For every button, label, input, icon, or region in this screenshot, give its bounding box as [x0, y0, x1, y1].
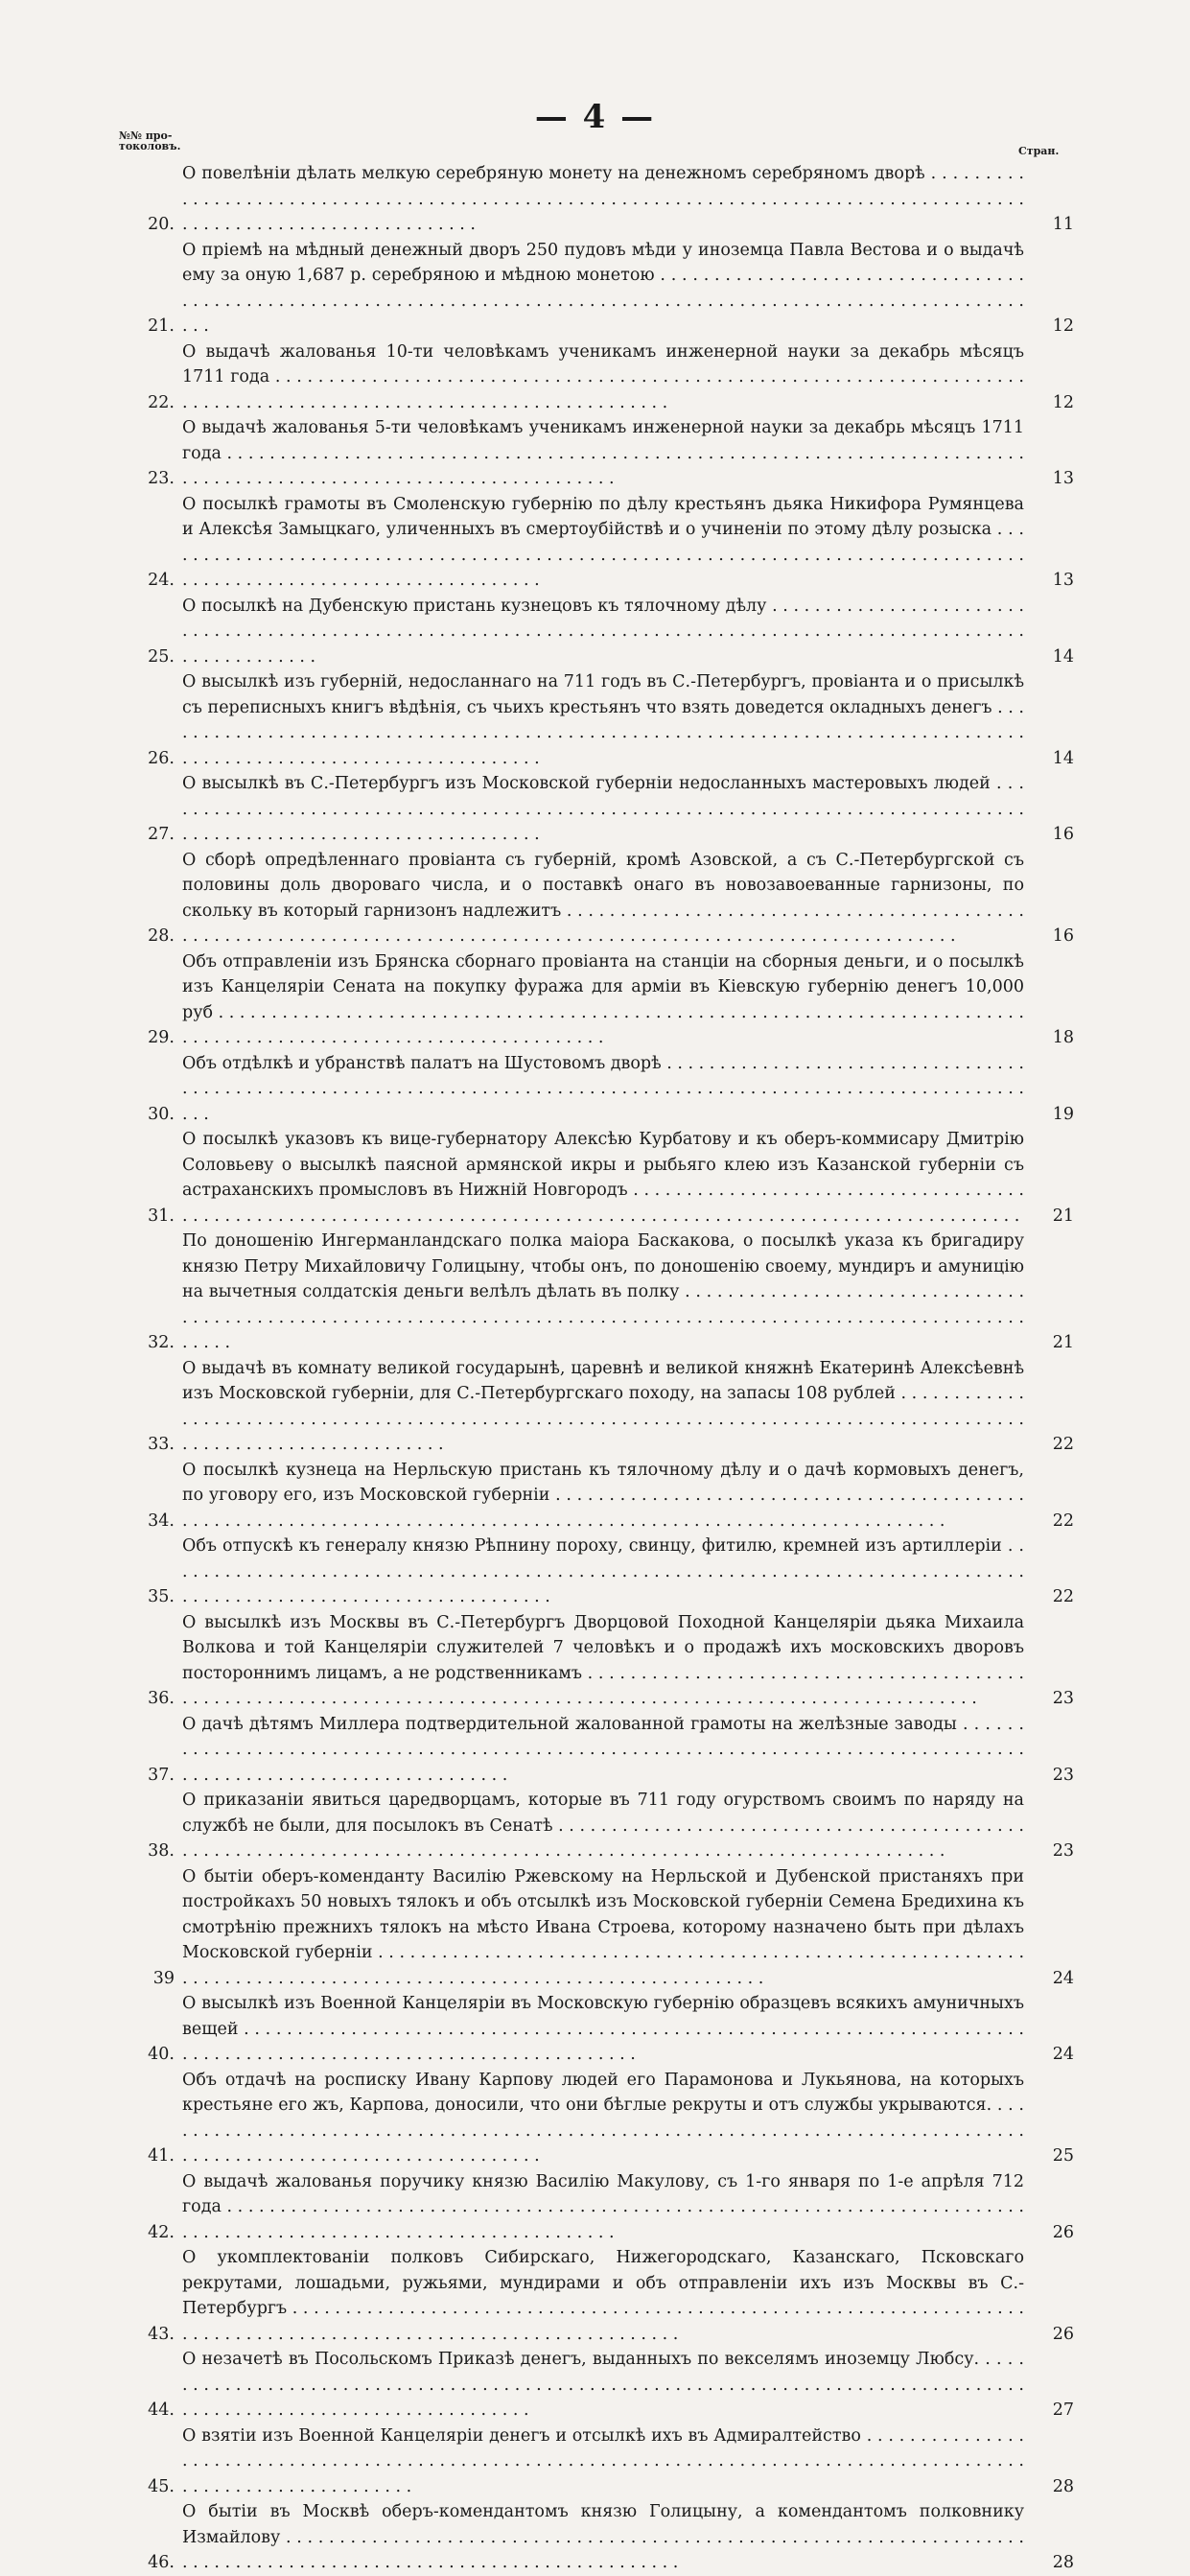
entry-title-text: По доношенію Ингерманландскаго полка маіора Баскакова, о посылкѣ указа къ бригадиру князю Петру Михайловичу Голицыну, чтобы онъ, по доношенію своему, мундиръ и амуницію на вычетныя солдатскія деньги велѣлъ дѣлать въ полку . . . [182, 1229, 1024, 1356]
page-reference: 13 [1052, 469, 1074, 488]
page-reference: 22 [1052, 1587, 1074, 1606]
protocol-number: 36. [148, 1689, 175, 1708]
toc-entry [132, 771, 1074, 848]
entry-title-text: Объ отдачѣ на росписку Ивану Карпову людей его Парамонова и Лукьянова, на которыхъ крестьяне его жъ, Карпова, доносили, что они бѣглые рекруты и отъ службы укрываются. . . . [182, 2068, 1024, 2169]
toc-entry [132, 669, 1074, 771]
toc-entry [132, 161, 1074, 238]
entry-title-text: О незачетѣ въ Посольскомъ Приказѣ денегъ, выданныхъ по векселямъ иноземцу Любсу. . . . [182, 2347, 1024, 2424]
entry-title [182, 1458, 1024, 1534]
toc-entry [132, 1712, 1074, 1789]
entry-title-text: О высылкѣ изъ Москвы въ С.-Петербургъ Дворцовой Походной Канцеляріи дьяка Михаила Волкова и той Канцеляріи служителей 7 человѣкъ и о продажѣ ихъ московскихъ дворовъ постороннимъ лицамъ, а не родственникамъ . . . [182, 1610, 1024, 1712]
entry-title-text: Объ отправленіи изъ Брянска сборнаго провіанта на станціи на сборныя деньги, и о посылкѣ изъ Канцеляріи Сената на покупку фуража для арміи въ Кіевскую губернію денегъ 10,000 руб . . . [182, 949, 1024, 1051]
protocol-number: 32. [148, 1333, 175, 1352]
entry-title-text: О бытіи оберъ-коменданту Василію Ржевскому на Нерльской и Дубенской пристаняхъ при постройкахъ 50 новыхъ тялокъ и объ отсылкѣ изъ Московской губерніи Семена Бредихина къ смотрѣнію прежнихъ тялокъ на мѣсто Ивана Строева, которому назначено быть при дѣлахъ Московской губерніи . . . [182, 1864, 1024, 1992]
entry-title-text: О посылкѣ грамоты въ Смоленскую губернію по дѣлу крестьянъ дьяка Никифора Румянцева и Алексѣя Замыцкаго, уличенныхъ въ смертоубійствѣ и о учиненіи по этому дѣлу розыска . . . [182, 492, 1024, 594]
page-reference: 24 [1052, 2045, 1074, 2064]
page-reference: 14 [1052, 646, 1074, 667]
protocol-number: 20. [148, 215, 175, 234]
entry-title [182, 2245, 1024, 2347]
entry-title-text: О выдачѣ жалованья поручику князю Василію Макулову, съ 1-го января по 1-е апрѣля 712 года . . . [182, 2169, 1024, 2246]
protocol-number: 34. [148, 1510, 175, 1531]
entry-title-text: О дачѣ дѣтямъ Миллера подтвердительной жалованной грамоты на желѣзные заводы . . . [182, 1712, 1024, 1789]
toc-entry [132, 2245, 1074, 2347]
toc-entry [132, 848, 1074, 949]
entry-title-text: О высылкѣ изъ Военной Канцеляріи въ Московскую губернію образцевъ всякихъ амуничныхъ вещей . . . [182, 1991, 1024, 2068]
protocol-number: 38. [148, 1841, 175, 1861]
entry-title [182, 1712, 1024, 1789]
page-reference: 18 [1052, 1028, 1074, 1047]
entry-title [182, 1788, 1024, 1864]
protocol-number: 39 [152, 1968, 175, 1988]
protocol-number: 23. [148, 469, 175, 488]
entry-title [182, 2347, 1024, 2424]
page-reference: 22 [1052, 1435, 1074, 1454]
page-reference: 12 [1052, 316, 1074, 336]
entry-title-text: О высылкѣ въ С.-Петербургъ изъ Московской губерніи недосланныхъ мастеровыхъ людей . . . [182, 771, 1024, 848]
protocol-number: 46. [148, 2553, 175, 2572]
toc-entry [132, 415, 1074, 492]
toc-entry [132, 1788, 1074, 1864]
entry-title-text: Объ отпускѣ къ генералу князю Рѣпнину пороху, свинцу, фитилю, кремней изъ артиллеріи . . . [182, 1534, 1024, 1610]
entry-title-text: О выдачѣ жалованья 10-ти человѣкамъ ученикамъ инженерной науки за декабрь мѣсяцъ 1711 года . . . [182, 340, 1024, 416]
toc-entry [132, 1991, 1074, 2068]
toc-entry [132, 2169, 1074, 2246]
entry-title [182, 2424, 1024, 2500]
page-reference: 23 [1052, 1765, 1074, 1785]
page-reference: 16 [1052, 825, 1074, 844]
entry-title-text: О посылкѣ на Дубенскую пристань кузнецовъ къ тялочному дѣлу . . . [182, 594, 1024, 670]
table-of-contents [132, 161, 1074, 2576]
entry-title-text: О сборѣ опредѣленнаго провіанта съ губерній, кромѣ Азовской, а съ С.-Петербургской съ половины доль двороваго числа, и о поставкѣ онаго въ новозавоеванные гарнизоны, по скольку въ который гарнизонъ надлежитъ . . . [182, 848, 1024, 949]
page-reference: 12 [1052, 392, 1074, 412]
page-reference: 24 [1052, 1968, 1074, 1988]
entry-title [182, 1051, 1024, 1128]
protocol-number: 24. [148, 571, 175, 590]
toc-entry [132, 1610, 1074, 1712]
entry-title-text: Объ отдѣлкѣ и убранствѣ палатъ на Шустовомъ дворѣ . . . [182, 1051, 1024, 1128]
page-reference: 21 [1052, 1333, 1074, 1352]
page-reference: 11 [1052, 215, 1074, 234]
protocol-number: 29. [148, 1028, 175, 1047]
entry-title-text: О приказаніи явиться царедворцамъ, которые въ 711 году огурствомъ своимъ по наряду на службѣ не были, для посылокъ въ Сенатѣ . . . [182, 1788, 1024, 1864]
protocol-number: 37. [148, 1765, 175, 1785]
entry-title [182, 1534, 1024, 1610]
entry-title [182, 2068, 1024, 2169]
page-reference: 22 [1052, 1510, 1074, 1531]
page-reference: 26 [1052, 2324, 1074, 2344]
entry-title-text: О посылкѣ кузнеца на Нерльскую пристань къ тялочному дѣлу и о дачѣ кормовыхъ денегъ, по уговору его, изъ Московской губерніи . . . [182, 1458, 1024, 1534]
entry-title [182, 1356, 1024, 1458]
protocol-header-line1: №№ про- [119, 129, 173, 142]
page-reference: 21 [1052, 1206, 1074, 1226]
entry-title [182, 161, 1024, 238]
page-reference: 26 [1052, 2222, 1074, 2242]
protocol-number: 42. [148, 2222, 175, 2242]
entry-title-text: О бытіи въ Москвѣ оберъ-комендантомъ князю Голицыну, а комендантомъ полковнику Измайлову . . . [182, 2499, 1024, 2576]
toc-entry [132, 949, 1074, 1051]
entry-title [182, 1610, 1024, 1712]
protocol-number: 41. [148, 2146, 175, 2166]
toc-entry [132, 1127, 1074, 1229]
toc-entry [132, 2068, 1074, 2169]
entry-title-text: О укомплектованіи полковъ Сибирскаго, Нижегородскаго, Казанскаго, Псковскаго рекрутами, лошадьми, ружьями, мундирами и объ отправленіи ихъ изъ Москвы въ С.-Петербургъ . . . [182, 2245, 1024, 2347]
entry-title [182, 594, 1024, 670]
protocol-number: 33. [148, 1435, 175, 1454]
toc-entry [132, 2424, 1074, 2500]
protocol-number: 21. [148, 316, 175, 336]
entry-title [182, 1864, 1024, 1992]
toc-entry [132, 492, 1074, 594]
protocol-number: 43. [148, 2324, 175, 2344]
page-column-header: Стран. [1018, 145, 1060, 157]
page-reference: 25 [1052, 2146, 1074, 2166]
page-reference: 28 [1052, 2476, 1074, 2496]
toc-entry [132, 1534, 1074, 1610]
entry-title-text: О посылкѣ указовъ къ вице-губернатору Алексѣю Курбатову и къ оберъ-коммисару Дмитрію Соловьеву о высылкѣ паясной армянской икры и рыбьяго клею изъ Казанской губерніи съ астраханскихъ промысловъ въ Нижній Новгородъ . . . [182, 1127, 1024, 1229]
entry-title-text: О выдачѣ жалованья 5-ти человѣкамъ ученикамъ инженерной науки за декабрь мѣсяцъ 1711 года . . . [182, 415, 1024, 492]
entry-title [182, 949, 1024, 1051]
page-reference: 19 [1052, 1104, 1074, 1124]
toc-entry [132, 1229, 1074, 1356]
entry-title [182, 771, 1024, 848]
toc-entry [132, 594, 1074, 670]
page-reference: 28 [1052, 2553, 1074, 2572]
page-reference: 13 [1052, 571, 1074, 590]
entry-title [182, 2499, 1024, 2576]
protocol-header-line2: токоловъ. [119, 140, 181, 152]
protocol-number: 31. [148, 1206, 175, 1226]
protocol-number: 45. [148, 2476, 175, 2496]
entry-title-text: О выдачѣ въ комнату великой государынѣ, царевнѣ и великой княжнѣ Екатеринѣ Алексѣевнѣ изъ Московской губерніи, для С.-Петербургскаго походу, на запасы 108 рублей . . . [182, 1356, 1024, 1458]
toc-entry [132, 1864, 1074, 1992]
entry-title [182, 1127, 1024, 1229]
toc-entry [132, 2499, 1074, 2576]
protocol-number: 26. [148, 748, 175, 768]
page-reference: 14 [1052, 748, 1074, 768]
entry-title [182, 492, 1024, 594]
entry-title [182, 1229, 1024, 1356]
entry-title-text: О повелѣніи дѣлать мелкую серебряную монету на денежномъ серебряномъ дворѣ . . . [182, 161, 1024, 238]
entry-title-text: О пріемѣ на мѣдный денежный дворъ 250 пудовъ мѣди у иноземца Павла Вестова и о выдачѣ ему за оную 1,687 р. серебряною и мѣдною монетою . . . [182, 238, 1024, 340]
entry-title [182, 415, 1024, 492]
toc-entry [132, 1356, 1074, 1458]
protocol-number: 35. [148, 1587, 175, 1606]
toc-entry [132, 1458, 1074, 1534]
toc-entry [132, 1051, 1074, 1128]
entry-title [182, 340, 1024, 416]
protocol-number-column-header [119, 130, 180, 152]
entry-title [182, 2169, 1024, 2246]
entry-title [182, 848, 1024, 949]
entry-title-text: О высылкѣ изъ губерній, недосланнаго на 711 годъ въ С.-Петербургъ, провіанта и о присылкѣ съ переписныхъ книгъ вѣдѣнія, съ чьихъ крестьянъ что взять доведется окладныхъ денегъ . . . [182, 669, 1024, 771]
entry-title-text: О взятіи изъ Военной Канцеляріи денегъ и отсылкѣ ихъ въ Адмиралтейство . . . [182, 2424, 1024, 2500]
protocol-number: 22. [148, 392, 175, 412]
entry-title [182, 238, 1024, 340]
toc-entry [132, 340, 1074, 416]
protocol-number: 25. [148, 646, 175, 667]
toc-entry [132, 238, 1074, 340]
page-reference: 16 [1052, 926, 1074, 946]
page-number: — 4 — [534, 98, 656, 136]
toc-entry [132, 2347, 1074, 2424]
protocol-number: 30. [148, 1104, 175, 1124]
protocol-number: 40. [148, 2045, 175, 2064]
page-reference: 27 [1052, 2400, 1074, 2420]
page-reference: 23 [1052, 1841, 1074, 1861]
protocol-number: 27. [148, 825, 175, 844]
entry-title [182, 1991, 1024, 2068]
protocol-number: 28. [148, 926, 175, 946]
entry-title [182, 669, 1024, 771]
page-reference: 23 [1052, 1689, 1074, 1708]
protocol-number: 44. [148, 2400, 175, 2420]
